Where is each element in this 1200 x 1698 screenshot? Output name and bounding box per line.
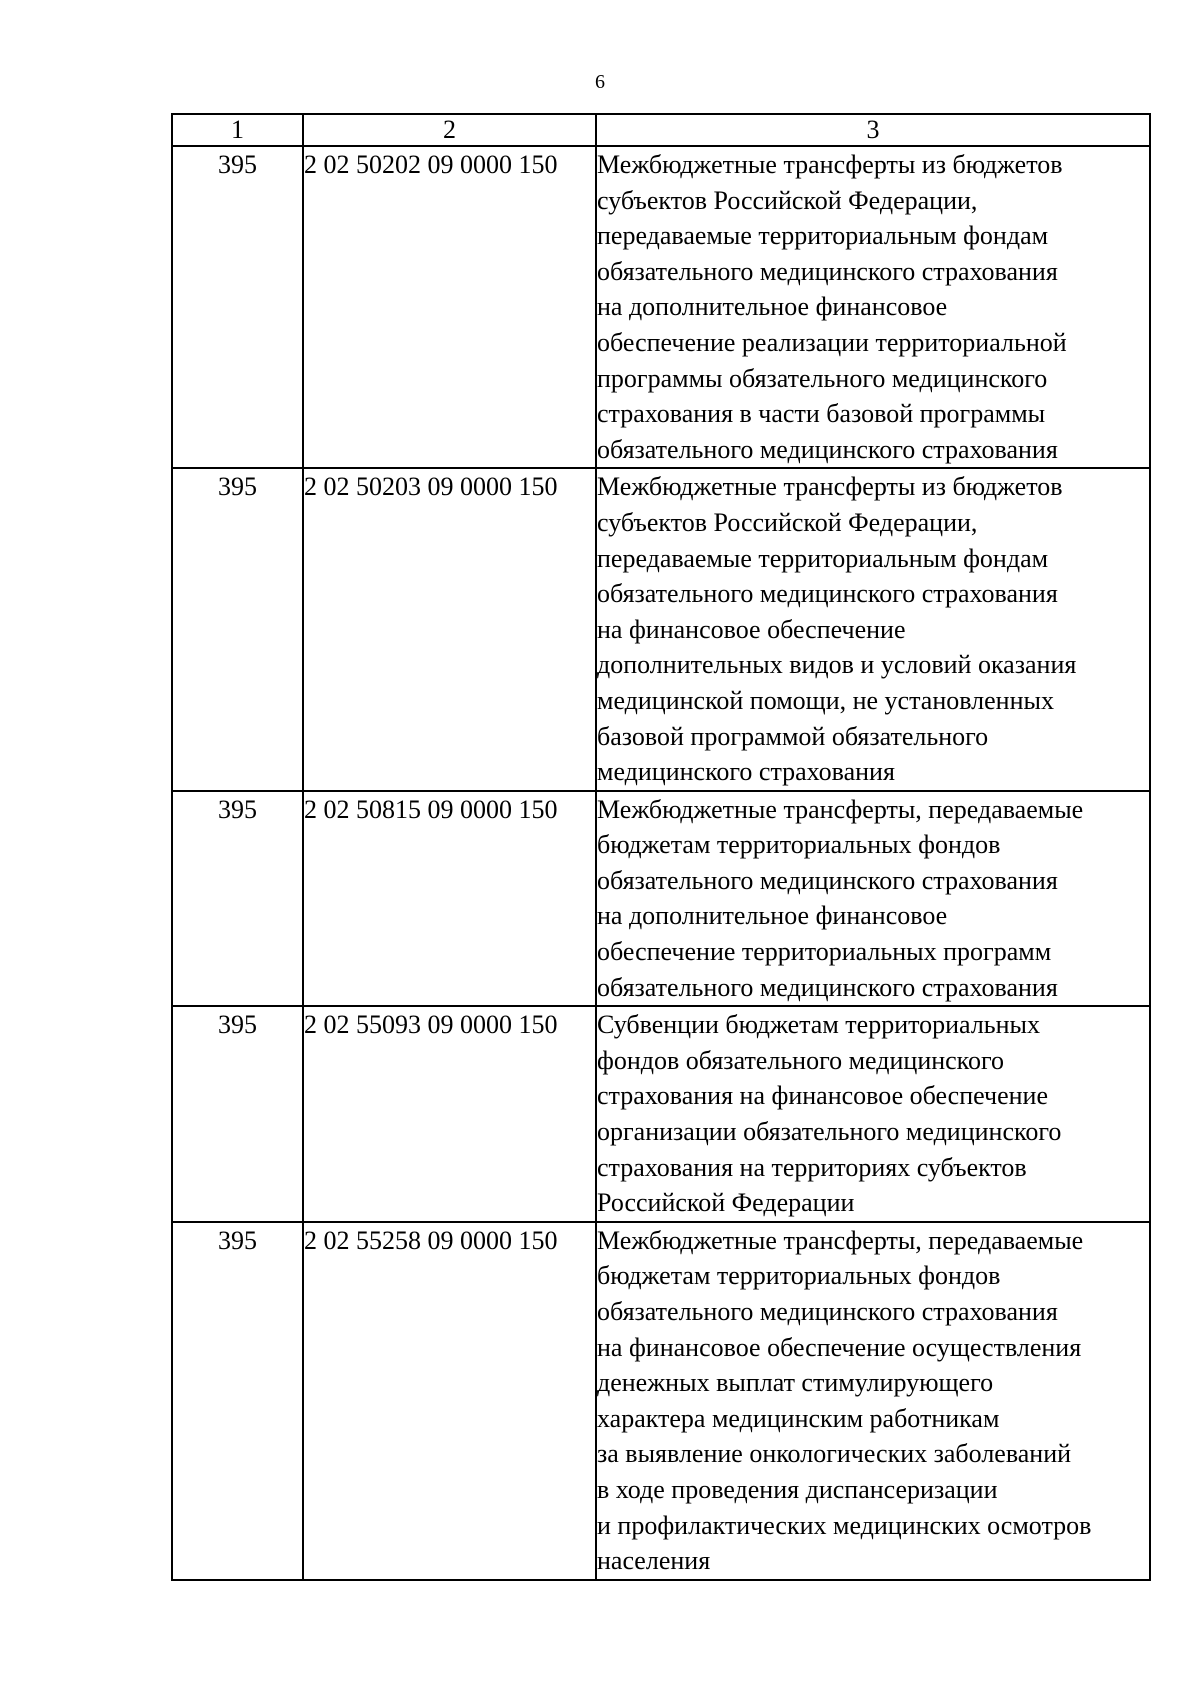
income-name-line: на финансовое обеспечение [597,614,906,644]
admin-code-cell: 395 [172,1222,303,1580]
income-name-line: денежных выплат стимулирующего [597,1368,994,1398]
income-name-line: характера медицинским работникам [597,1403,1000,1433]
income-name-line: на дополнительное финансовое [597,292,948,322]
admin-code-cell: 395 [172,1006,303,1222]
income-name-cell [596,1222,1150,1580]
income-name-line: обязательного медицинского страхования [597,865,1058,895]
income-name-line: страхования на финансовое обеспечение [597,1081,1049,1111]
income-name-line: медицинской помощи, не установленных [597,685,1054,715]
admin-code-cell: 395 [172,146,303,468]
budget-code-cell: 2 02 50202 09 0000 150 [303,146,596,468]
income-name-line: бюджетам территориальных фондов [597,1261,1001,1291]
table-row [172,1222,1150,1580]
income-name-line: субъектов Российской Федерации, [597,185,978,215]
table-row [172,1006,1150,1222]
income-name-line: дополнительных видов и условий оказания [597,650,1077,680]
income-name-line: передаваемые территориальным фондам [597,543,1049,573]
income-name-line: на дополнительное финансовое [597,901,948,931]
income-name-cell [596,1006,1150,1222]
income-name-line: обязательного медицинского страхования [597,256,1058,286]
admin-code-cell: 395 [172,468,303,790]
income-name-line: Межбюджетные трансферты, передаваемые [597,794,1084,824]
income-name-line: за выявление онкологических заболеваний [597,1439,1072,1469]
income-name-line: субъектов Российской Федерации, [597,507,978,537]
column-header-1: 1 [172,114,303,146]
budget-code-cell: 2 02 55093 09 0000 150 [303,1006,596,1222]
budget-code-cell: 2 02 55258 09 0000 150 [303,1222,596,1580]
income-name-line: обязательного медицинского страхования [597,579,1058,609]
income-name-line: бюджетам территориальных фондов [597,830,1001,860]
income-name-line: обеспечение территориальных программ [597,937,1052,967]
income-name-line: и профилактических медицинских осмотров [597,1510,1092,1540]
income-name-line: обязательного медицинского страхования [597,434,1058,464]
income-name-line: Субвенции бюджетам территориальных [597,1010,1041,1040]
income-name-line: в ходе проведения диспансеризации [597,1474,998,1504]
income-name-line: обязательного медицинского страхования [597,1297,1058,1326]
income-name-line: организации обязательного медицинского [597,1117,1062,1147]
page-number: 6 [595,71,605,93]
income-name-line: на финансовое обеспечение осуществления [597,1332,1082,1362]
admin-code-cell: 395 [172,791,303,1007]
income-name-line: фондов обязательного медицинского [597,1045,1005,1075]
column-header-2: 2 [303,114,596,146]
budget-code-cell: 2 02 50815 09 0000 150 [303,791,596,1007]
table-row [172,146,1150,468]
income-name-line: страхования в части базовой программы [597,399,1046,429]
income-name-cell [596,146,1150,468]
income-name-cell [596,791,1150,1007]
income-name-line: Межбюджетные трансферты из бюджетов [597,472,1063,502]
table-row [172,791,1150,1007]
table-body [172,146,1150,1580]
income-name-line: базовой программой обязательного [597,721,989,751]
income-name-line: обязательного медицинского страхования [597,972,1058,1002]
table-header [172,114,1150,146]
income-name-line: Межбюджетные трансферты, передаваемые [597,1225,1084,1255]
income-name-line: Межбюджетные трансферты из бюджетов [597,150,1063,179]
budget-code-cell: 2 02 50203 09 0000 150 [303,468,596,790]
income-name-line: медицинского страхования [597,757,895,787]
income-name-line: населения [597,1546,711,1576]
header-row [172,114,1150,146]
income-name-line: обеспечение реализации территориальной [597,327,1067,357]
income-name-line: страхования на территориях субъектов [597,1152,1027,1182]
budget-classification-table [171,113,1151,1581]
column-header-3: 3 [596,114,1150,146]
income-name-line: программы обязательного медицинского [597,363,1048,393]
income-name-line: передаваемые территориальным фондам [597,221,1049,251]
income-name-line: Российской Федерации [597,1188,855,1218]
income-name-cell [596,468,1150,790]
table-row [172,468,1150,790]
